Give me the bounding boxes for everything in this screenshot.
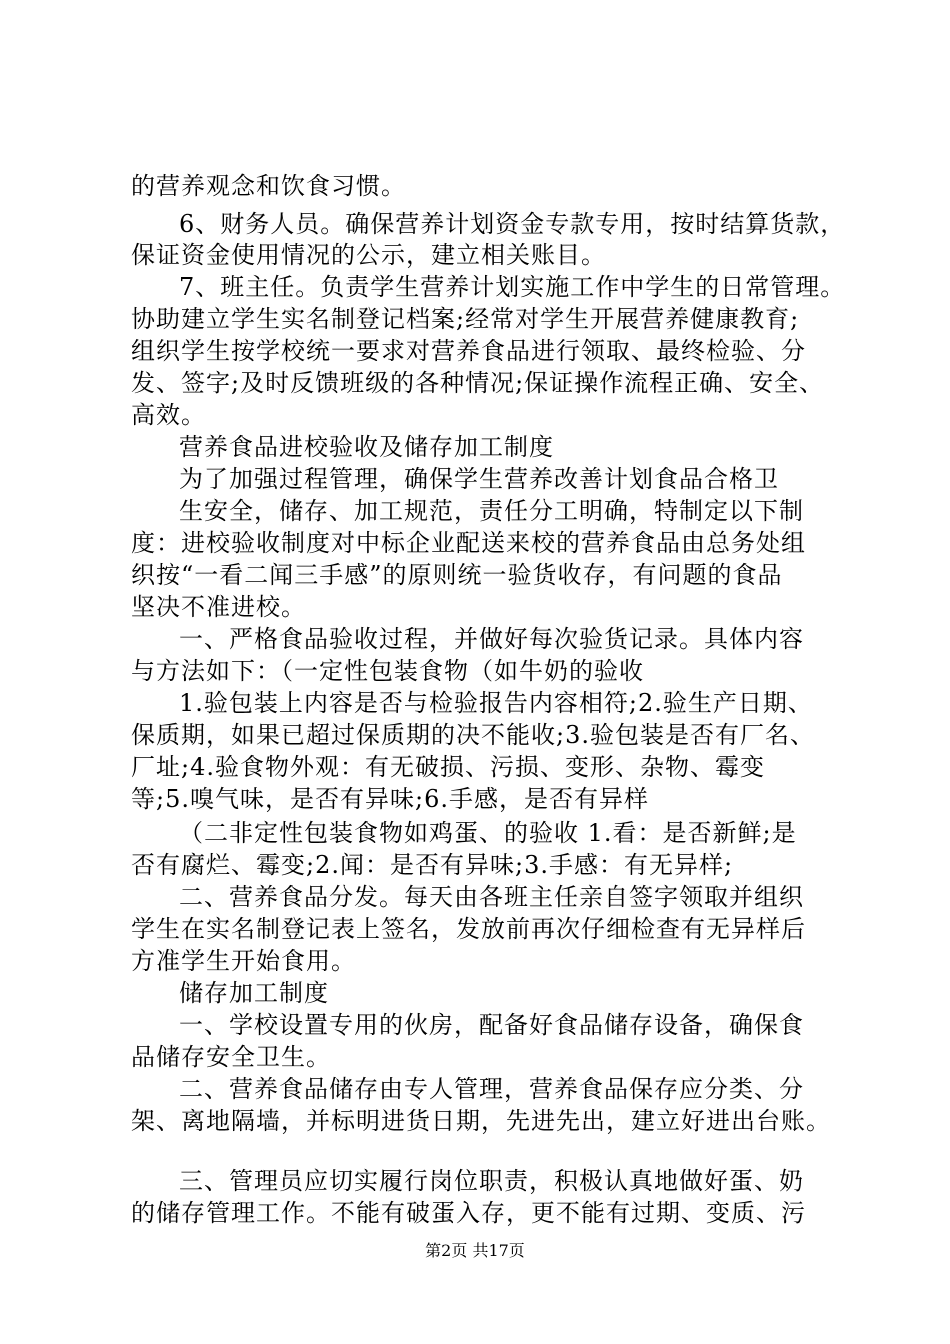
text-line: 发、签字;及时反馈班级的各种情况;保证操作流程正确、安全、 [131, 369, 825, 397]
text-line: 7、班主任。负责学生营养计划实施工作中学生的日常管理。 [179, 273, 846, 301]
text-line: 与方法如下：（一定性包装食物（如牛奶的验收 [131, 657, 644, 685]
section-heading: 储存加工制度 [179, 979, 329, 1007]
text-line: 为了加强过程管理，确保学生营养改善计划食品合格卫 [179, 465, 779, 493]
page-number-footer: 第2页 共17页 [425, 1241, 525, 1260]
text-line: 二、营养食品储存由专人管理，营养食品保存应分类、分 [179, 1075, 804, 1103]
text-line: 一、学校设置专用的伙房，配备好食品储存设备，确保食 [179, 1011, 804, 1039]
text-line: 组织学生按学校统一要求对营养食品进行领取、最终检验、分 [131, 337, 806, 365]
text-line: 三、管理员应切实履行岗位职责，积极认真地做好蛋、奶 [179, 1167, 804, 1195]
text-line: 织按“一看二闻三手感”的原则统一验货收存，有问题的食品 [131, 561, 783, 589]
section-heading: 营养食品进校验收及储存加工制度 [179, 433, 554, 461]
text-line: 品储存安全卫生。 [131, 1043, 331, 1071]
text-line: 方准学生开始食用。 [131, 947, 356, 975]
text-line: 的储存管理工作。不能有破蛋入存，更不能有过期、变质、污 [131, 1199, 806, 1227]
text-line: 生安全，储存、加工规范，责任分工明确，特制定以下制 [179, 497, 804, 525]
text-line: 坚决不准进校。 [131, 593, 306, 621]
text-line: 保证资金使用情况的公示，建立相关账目。 [131, 241, 606, 269]
text-line: 6、财务人员。确保营养计划资金专款专用，按时结算货款， [179, 210, 846, 238]
text-line: 保质期，如果已超过保质期的决不能收;3.验包装是否有厂名、 [131, 721, 815, 749]
text-line: 架、离地隔墙，并标明进货日期，先进先出，建立好进出台账。 [131, 1107, 831, 1135]
text-line: 厂址;4.验食物外观：有无破损、污损、变形、杂物、霉变 [131, 753, 765, 781]
text-line: 学生在实名制登记表上签名，发放前再次仔细检查有无异样后 [131, 915, 806, 943]
text-line: 度：进校验收制度对中标企业配送来校的营养食品由总务处组 [131, 529, 806, 557]
text-line: 的营养观念和饮食习惯。 [131, 172, 406, 200]
text-line: 二、营养食品分发。每天由各班主任亲自签字领取并组织 [179, 883, 804, 911]
text-line: 一、严格食品验收过程，并做好每次验货记录。具体内容 [179, 625, 804, 653]
text-line: 否有腐烂、霉变;2.闻：是否有异味;3.手感：有无异样; [131, 851, 734, 879]
text-line: 1.验包装上内容是否与检验报告内容相符;2.验生产日期、 [179, 689, 813, 717]
text-line: （二非定性包装食物如鸡蛋、的验收 1.看：是否新鲜;是 [179, 819, 797, 847]
text-line: 协助建立学生实名制登记档案;经常对学生开展营养健康教育; [131, 305, 800, 333]
text-line: 高效。 [131, 401, 206, 429]
text-line: 等;5.嗅气味，是否有异味;6.手感，是否有异样 [131, 785, 649, 813]
